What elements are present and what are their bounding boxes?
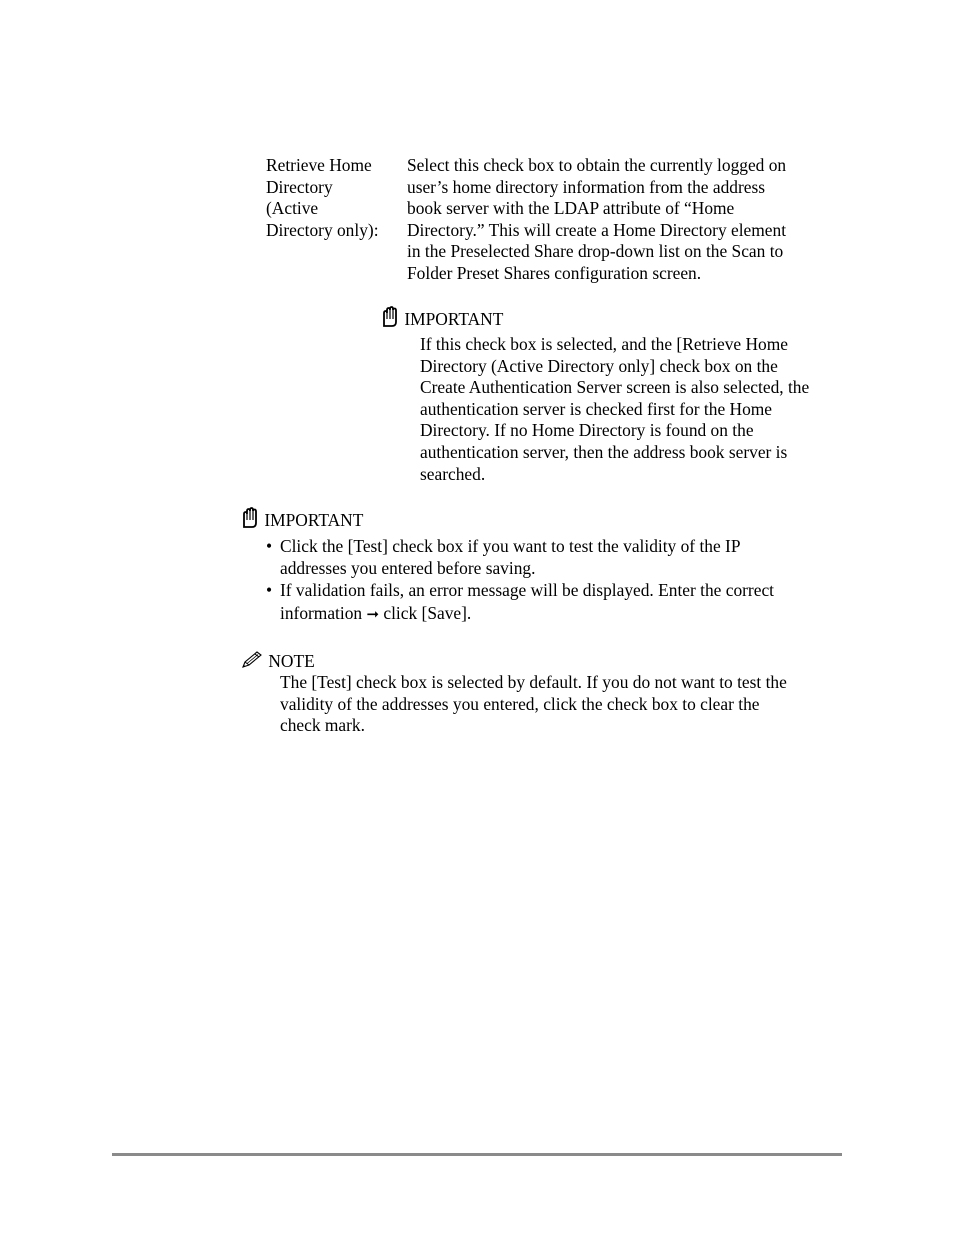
note-line: check mark.: [280, 715, 365, 736]
important-label: IMPORTANT: [404, 309, 504, 329]
important-label: IMPORTANT: [264, 510, 364, 530]
pencil-icon: [240, 650, 264, 670]
definition-term-line: Retrieve Home: [266, 155, 372, 175]
definition-term-line: Directory only):: [266, 219, 379, 240]
important-inner-line: Create Authentication Server screen is also selected, the: [420, 377, 810, 398]
important-bullet-list: [266, 536, 846, 626]
bullet-line: [280, 603, 846, 626]
important-inner-line: authentication server, then the address book server is: [420, 441, 788, 462]
list-item: [266, 536, 846, 579]
bullet-line: Click the [Test] check box if you want to test the validity of the IP: [280, 536, 741, 556]
important-inner-line: Directory. If no Home Directory is found on the: [420, 420, 754, 441]
bullet-text: information: [280, 602, 367, 623]
definition-term: [266, 155, 401, 241]
important-inner-line: If this check box is selected, and the [Retrieve Home: [420, 334, 788, 354]
bullet-text: click [Save].: [379, 602, 472, 623]
important-inner-line: Directory (Active Directory only] check box on the: [420, 355, 778, 376]
bullet-line: If validation fails, an error message will be displayed. Enter the correct: [280, 580, 774, 601]
note-label: NOTE: [268, 651, 315, 671]
stop-hand-icon: [240, 507, 260, 529]
definition-description: [407, 155, 847, 285]
definition-description-line: book server with the LDAP attribute of “Home: [407, 198, 735, 219]
definition-description-line: in the Preselected Share drop-down list on the Scan to: [407, 241, 784, 262]
important-inner-heading: [380, 306, 503, 331]
definition-description-line: Select this check box to obtain the currently logged on: [407, 155, 787, 175]
note-line: validity of the addresses you entered, click the check box to clear the: [280, 693, 760, 714]
list-item: [266, 580, 846, 625]
definition-description-line: user’s home directory information from the address: [407, 176, 766, 197]
important-inner-body: [420, 334, 860, 485]
important-inner-line: searched.: [420, 463, 486, 484]
note-body: [280, 672, 840, 737]
stop-hand-icon: [380, 306, 400, 328]
definition-description-line: Directory.” This will create a Home Directory element: [407, 219, 787, 240]
note-line: The [Test] check box is selected by default. If you do not want to test the: [280, 672, 787, 692]
right-arrow-icon: ➞: [366, 604, 380, 623]
important-outer-heading: [240, 507, 363, 532]
important-inner-line: authentication server is checked first for the Home: [420, 398, 773, 419]
definition-term-line: (Active: [266, 198, 319, 219]
footer-divider: [112, 1153, 842, 1156]
note-heading: [240, 650, 315, 673]
definition-term-line: Directory: [266, 176, 333, 197]
definition-description-line: Folder Preset Shares configuration screen.: [407, 262, 702, 283]
bullet-icon: •: [266, 580, 273, 601]
bullet-line: addresses you entered before saving.: [280, 557, 536, 578]
bullet-icon: •: [266, 536, 273, 556]
